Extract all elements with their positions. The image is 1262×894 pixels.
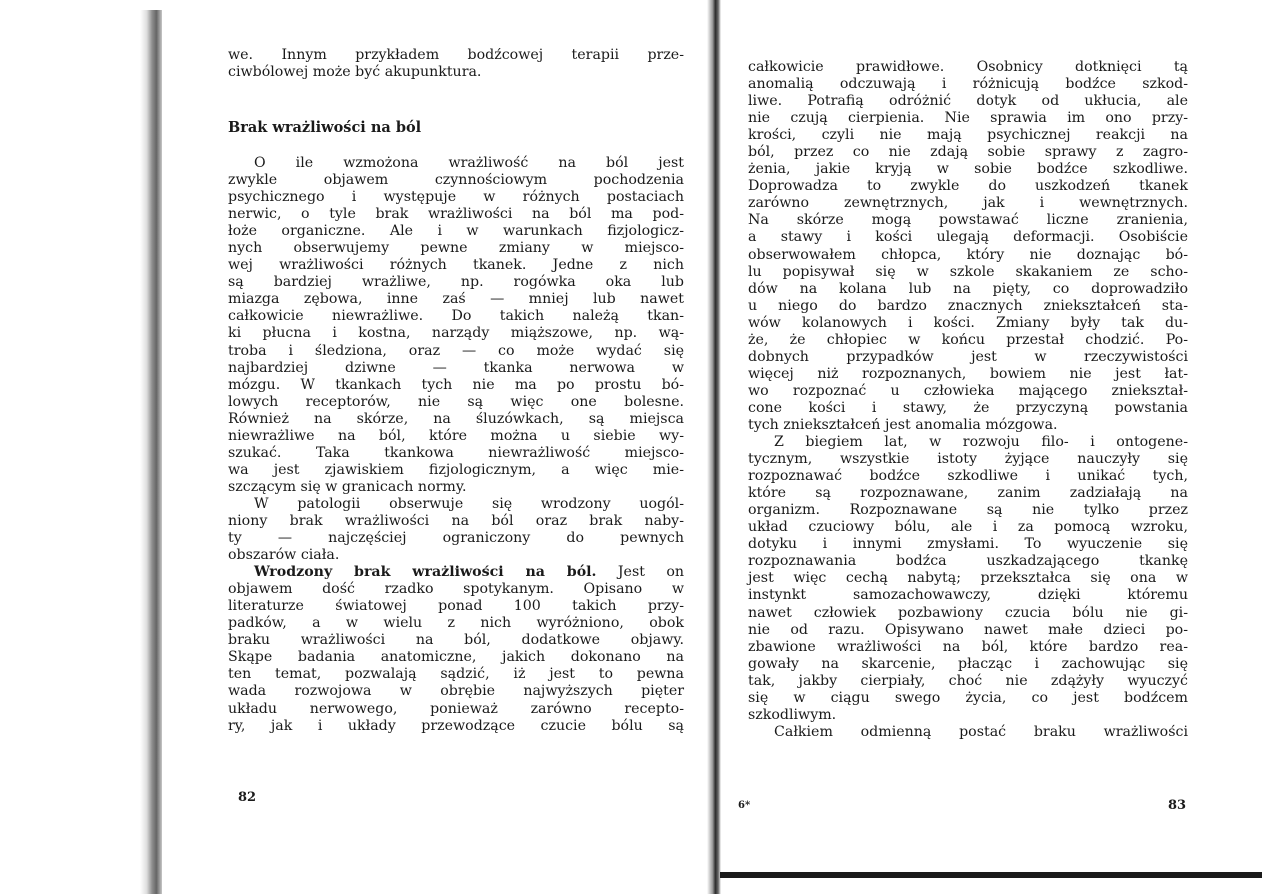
text-line: psychicznego i występuje w różnych postaciach — [228, 189, 684, 206]
text-line: ból, przez co nie zdają sobie sprawy z zagro- — [748, 144, 1188, 161]
text-line: że, że chłopiec w końcu przestał chodzić. Po- — [748, 331, 1188, 348]
text-line: nerwic, o tyle brak wrażliwości na ból ma pod- — [228, 206, 684, 223]
text-line: u niego do bardzo znacznych zniekształceń sta- — [748, 297, 1188, 314]
text-line: szkodliwym. — [748, 706, 837, 723]
text-line: żenia, jakie kryją w sobie bodźce szkodliwe. — [748, 161, 1188, 178]
text-line: ciwbólowej może być akupunktura. — [228, 64, 482, 81]
text-line: nie czują cierpienia. Nie sprawia im ono przy- — [748, 110, 1188, 127]
book-gutter — [707, 0, 721, 894]
text-line: gowały na skarcenie, płacząc i zachowując się — [748, 655, 1188, 672]
text-line: troba i śledziona, oraz — co może wydać się — [228, 342, 684, 359]
text-line: zbawione wrażliwości na ból, które bardzo rea- — [748, 638, 1188, 655]
text-line: liwe. Potrafią odróżnić dotyk od ukłucia, ale — [748, 93, 1188, 110]
text-line: więcej niż rozpoznanych, bowiem nie jest łat- — [748, 365, 1188, 382]
right-page — [738, 0, 1188, 894]
text-line: padków, a w wielu z nich wyróżniono, obok — [228, 615, 684, 632]
text-line: wada rozwojowa w obrębie najwyższych pięter — [228, 683, 684, 700]
text-line: nych obserwujemy pewne zmiany w miejsco- — [228, 240, 684, 257]
text-line: cone kości i stawy, że przyczyną powstania — [748, 399, 1188, 416]
text-line: we. Innym przykładem bodźcowej terapii prze- — [228, 47, 684, 63]
text-line: obserwowałem chłopca, który nie doznając bó- — [748, 246, 1188, 263]
text-line: nawet człowiek pozbawiony czucia bólu nie gi- — [748, 604, 1188, 621]
text-line: tak, jakby cierpiały, choć nie zdążyły wyuczyć — [748, 672, 1188, 689]
text-line: krości, czyli nie mają psychicznej reakcji na — [748, 127, 1188, 144]
text-line: układu nerwowego, ponieważ zarówno recepto- — [228, 700, 684, 717]
page-number-right: 83 — [1168, 798, 1187, 813]
text-line: wów kolanowych i kości. Zmiany były tak du- — [748, 314, 1188, 331]
bold-run-in-heading: Wrodzony brak wrażliwości na ból. — [254, 564, 597, 581]
text-run: Jest on — [596, 564, 684, 581]
text-line: lowych receptorów, nie są więc one bolesne. — [228, 393, 684, 410]
text-line: ry, jak i układy przewodzące czucie bólu są — [228, 717, 684, 734]
text-line: ki płucna i kostna, narządy miąższowe, np. wą- — [228, 325, 684, 342]
text-line: Z biegiem lat, w rozwoju filo- i ontogene- — [774, 434, 1188, 451]
text-line: które są rozpoznawane, zanim zadziałają na — [748, 485, 1188, 502]
text-line: literaturze światowej ponad 100 takich przy- — [228, 598, 684, 615]
text-line — [228, 564, 684, 581]
text-line: są bardziej wrażliwe, np. rogówka oka lub — [228, 274, 684, 291]
text-line: wa jest zjawiskiem fizjologicznym, a więc mie- — [228, 461, 684, 478]
text-line: szukać. Taka tkankowa niewrażliwość miejsco- — [228, 444, 684, 461]
text-line: mózgu. W tkankach tych nie ma po prostu bó- — [228, 376, 684, 393]
text-line: lu popisywał się w szkole skakaniem ze scho- — [748, 263, 1188, 280]
text-line: obszarów ciała. — [228, 547, 340, 564]
text-line: wej wrażliwości różnych tkanek. Jedne z nich — [228, 257, 684, 274]
text-line: objawem dość rzadko spotykanym. Opisano w — [228, 581, 684, 598]
text-line: układ czuciowy bólu, ale i za pomocą wzroku, — [748, 519, 1188, 536]
text-line: braku wrażliwości na ból, dodatkowe objawy. — [228, 632, 684, 649]
text-line: jest więc cechą nabytą; przekształca się ona w — [748, 570, 1188, 587]
text-line: całkowicie prawidłowe. Osobnicy dotknięci tą — [748, 59, 1188, 75]
left-page-top-paragraph — [228, 47, 684, 81]
text-line: dotyku i innymi zmysłami. To wyuczenie się — [748, 536, 1188, 553]
text-line: Całkiem odmienną postać braku wrażliwości — [774, 723, 1188, 740]
text-line: ten temat, pozwalają sądzić, iż jest to pewna — [228, 666, 684, 683]
left-page-edge-shadow — [140, 10, 162, 894]
text-line: najbardziej dziwne — tkanka nerwowa w — [228, 359, 684, 376]
text-line: dobnych przypadków jest w rzeczywistości — [748, 348, 1188, 365]
text-line: Doprowadza to zwykle do uszkodzeń tkanek — [748, 178, 1188, 195]
page-number-left: 82 — [238, 790, 257, 805]
text-line: łoże organiczne. Ale i w warunkach fizjologicz- — [228, 223, 684, 240]
text-line: tycznym, wszystkie istoty żyjące nauczyły się — [748, 451, 1188, 468]
printer-signature-mark: 6* — [738, 800, 751, 811]
text-line: niony brak wrażliwości na ból oraz brak naby- — [228, 512, 684, 529]
text-line: nie od razu. Opisywano nawet małe dzieci po- — [748, 621, 1188, 638]
left-page-body — [228, 155, 684, 735]
text-line: anomalią odczuwają i różnicują bodźce szkod- — [748, 76, 1188, 93]
text-line: niewrażliwe na ból, które można u siebie wy- — [228, 427, 684, 444]
text-line: instynkt samozachowawczy, dzięki któremu — [748, 587, 1188, 604]
text-line: dów na kolana lub na pięty, co doprowadziło — [748, 280, 1188, 297]
text-line: W patologii obserwuje się wrodzony uogól- — [254, 495, 684, 512]
text-line: Również na skórze, na śluzówkach, są miejsca — [228, 410, 684, 427]
text-line: Skąpe badania anatomiczne, jakich dokonano na — [228, 649, 684, 666]
text-line: ty — najczęściej ograniczony do pewnych — [228, 530, 684, 547]
text-line: tych zniekształceń jest anomalia mózgowa. — [748, 416, 1058, 433]
text-line: a stawy i kości ulegają deformacji. Osobiście — [748, 229, 1188, 246]
text-line: rozpoznawania bodźca uszkadzającego tkankę — [748, 553, 1188, 570]
text-line: się w ciągu swego życia, co jest bodźcem — [748, 689, 1188, 706]
right-page-body — [748, 59, 1188, 741]
text-line: zwykle objawem czynnościowym pochodzenia — [228, 172, 684, 189]
text-line: zarówno zewnętrznych, jak i wewnętrznych. — [748, 195, 1188, 212]
text-line: Na skórze mogą powstawać liczne zranienia, — [748, 212, 1188, 229]
section-heading: Brak wrażliwości na ból — [228, 119, 422, 136]
text-line: organizm. Rozpoznawane są nie tylko przez — [748, 502, 1188, 519]
text-line: całkowicie niewrażliwe. Do takich należą tkan- — [228, 308, 684, 325]
text-line: szczącym się w granicach normy. — [228, 478, 467, 495]
text-line: wo rozpoznać u człowieka mającego zniekształ- — [748, 382, 1188, 399]
left-page — [228, 0, 684, 894]
text-line: rozpoznawać bodźce szkodliwe i unikać tych, — [748, 468, 1188, 485]
text-line: miazga zębowa, inne zaś — mniej lub nawet — [228, 291, 684, 308]
text-line: O ile wzmożona wrażliwość na ból jest — [254, 155, 684, 171]
